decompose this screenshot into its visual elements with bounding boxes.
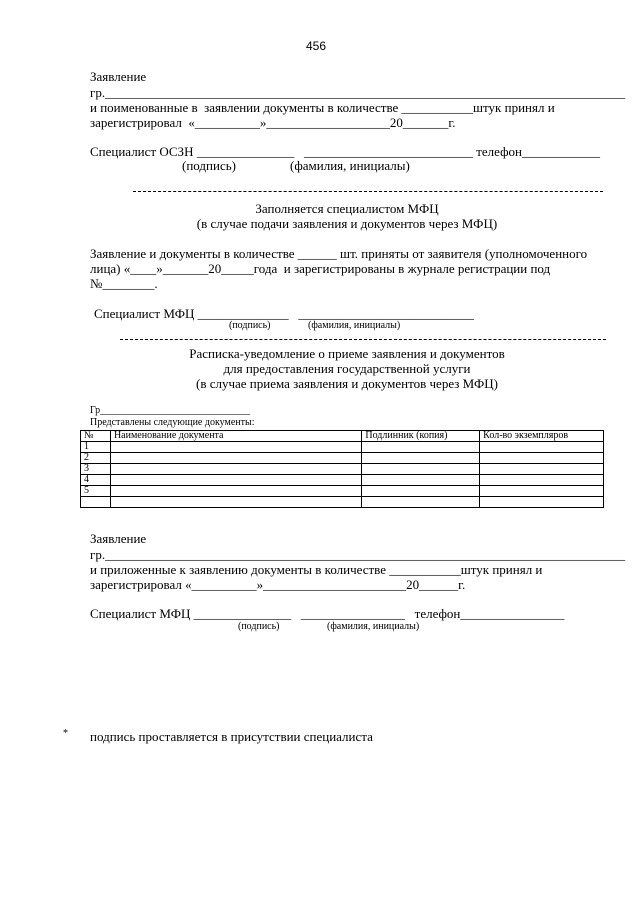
section4-name-caption: (фамилия, инициалы) — [327, 621, 420, 632]
section1-line-reg: зарегистрировал «__________»___________________20_______г. — [90, 115, 456, 130]
row-number: 5 — [81, 486, 111, 497]
page-number: 456 — [306, 39, 327, 53]
section2-heading-1: Заполняется специалистом МФЦ — [255, 201, 439, 216]
section4-line-reg: зарегистрировал «__________»______________________20______г. — [90, 577, 466, 592]
table-row — [81, 497, 604, 508]
copies-count-cell — [480, 475, 604, 486]
section3-heading-3: (в случае приема заявления и документов через МФЦ) — [195, 376, 499, 391]
document-name-cell — [110, 464, 361, 475]
section2-name-caption: (фамилия, инициалы) — [308, 320, 401, 331]
footnote-mark: * — [63, 728, 68, 739]
copies-count-cell — [480, 486, 604, 497]
document-name-cell — [110, 486, 361, 497]
col-header-document-name: Наименование документа — [110, 431, 361, 442]
original-copy-cell — [362, 464, 480, 475]
row-number: 2 — [81, 453, 111, 464]
section4-signature-caption: (подпись) — [238, 621, 280, 632]
document-name-cell — [110, 442, 361, 453]
section1-line-gr: гр.________________________________________________________________________________ — [90, 85, 626, 100]
documents-table — [80, 430, 604, 508]
col-header-original-copy: Подлинник (копия) — [362, 431, 480, 442]
table-row — [81, 475, 604, 486]
section3-heading-2: для предоставления государственной услуги — [223, 361, 471, 376]
section3-docs-intro: Представлены следующие документы: — [90, 417, 255, 428]
section1-title: Заявление — [90, 69, 147, 84]
document-name-cell — [110, 475, 361, 486]
section1-line-docs: и поименованные в заявлении документы в количестве ___________штук принял и — [90, 100, 555, 115]
section4-line-gr: гр.________________________________________________________________________________ — [90, 547, 626, 562]
cut-line — [120, 339, 606, 340]
original-copy-cell — [362, 497, 480, 508]
row-number: 4 — [81, 475, 111, 486]
table-row — [81, 464, 604, 475]
section4-title: Заявление — [90, 531, 147, 546]
document-name-cell — [110, 497, 361, 508]
original-copy-cell — [362, 453, 480, 464]
table-header-row — [81, 431, 604, 442]
row-number — [81, 497, 111, 508]
original-copy-cell — [362, 475, 480, 486]
table-row — [81, 453, 604, 464]
section2-para-2: лица) «____»_______20_____года и зарегистрированы в журнале регистрации под — [90, 261, 551, 276]
section1-signature-caption: (подпись) — [182, 158, 236, 173]
row-number: 1 — [81, 442, 111, 453]
col-header-copies-count: Кол-во экземпляров — [480, 431, 604, 442]
section4-specialist-line: Специалист МФЦ _______________ ________________ телефон________________ — [90, 606, 565, 621]
section1-name-caption: (фамилия, инициалы) — [290, 158, 410, 173]
section4-line-docs: и приложенные к заявлению документы в количестве ___________штук принял и — [90, 562, 543, 577]
section3-gr-line: Гр______________________________ — [90, 405, 251, 416]
section2-para-1: Заявление и документы в количестве ______ шт. приняты от заявителя (уполномоченного — [90, 246, 588, 261]
copies-count-cell — [480, 442, 604, 453]
original-copy-cell — [362, 442, 480, 453]
col-header-number: № — [81, 431, 111, 442]
copies-count-cell — [480, 497, 604, 508]
copies-count-cell — [480, 464, 604, 475]
cut-line — [133, 191, 603, 192]
section2-specialist-line: Специалист МФЦ ______________ ___________________________ — [94, 306, 474, 321]
table-row — [81, 442, 604, 453]
document-name-cell — [110, 453, 361, 464]
footnote-text: подпись проставляется в присутствии специалиста — [90, 729, 373, 744]
section2-para-3: №________. — [90, 276, 158, 291]
row-number: 3 — [81, 464, 111, 475]
original-copy-cell — [362, 486, 480, 497]
section1-specialist-line: Специалист ОСЗН _______________ __________________________ телефон____________ — [90, 144, 600, 159]
section3-heading-1: Расписка-уведомление о приеме заявления и документов — [189, 346, 505, 361]
copies-count-cell — [480, 453, 604, 464]
section2-signature-caption: (подпись) — [229, 320, 271, 331]
section2-heading-2: (в случае подачи заявления и документов через МФЦ) — [196, 216, 498, 231]
table-row — [81, 486, 604, 497]
